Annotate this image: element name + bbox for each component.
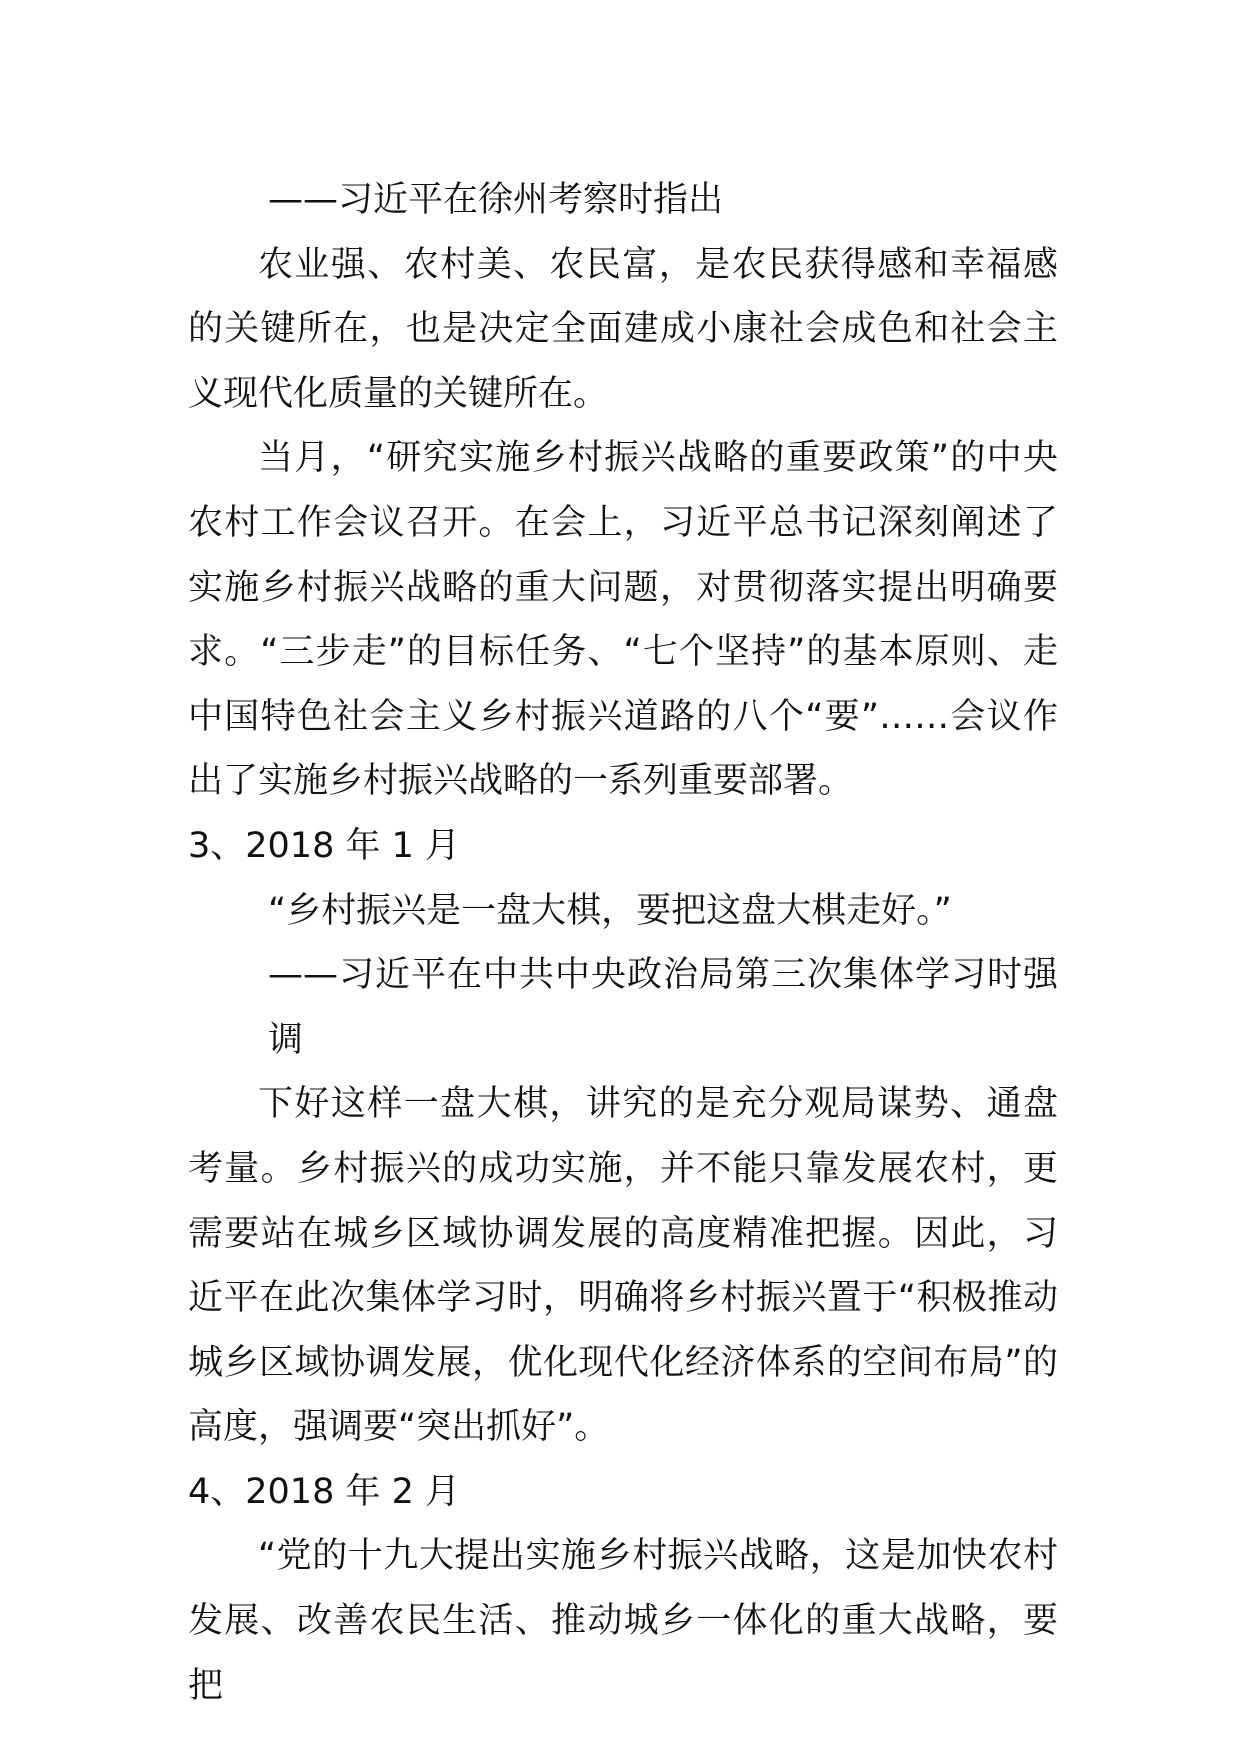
body-paragraph: 农业强、农村美、农民富，是农民获得感和幸福感的关键所在，也是决定全面建成小康社会成色和社会主义现代化质量的关键所在。 [188, 244, 1058, 414]
quote-attribution-politburo: ——习近平在中共中央政治局第三次集体学习时强调 [268, 955, 1058, 1060]
body-paragraph: 当月，“研究实施乡村振兴战略的重要政策”的中央农村工作会议召开。在会上，习近平总书记深刻阐述了实施乡村振兴战略的重大问题，对贯彻落实提出明确要求。“三步走”的目标任务、“七个坚持”的基本原则、走中国特色社会主义乡村振兴道路的八个“要”……会议作出了实施乡村振兴战略的一系列重要部署。 [188, 438, 1059, 802]
section-heading-3: 3、2018 年 1 月 [188, 825, 460, 866]
document-body [188, 168, 1058, 1718]
body-paragraph: “党的十九大提出实施乡村振兴战略，这是加快农村发展、改善农民生活、推动城乡一体化的重大战略，要把 [188, 1536, 1058, 1706]
quote-text: “乡村振兴是一盘大棋，要把这盘大棋走好。” [268, 890, 952, 931]
quote-attribution-xuzhou: ——习近平在徐州考察时指出 [268, 180, 724, 220]
body-paragraph: 下好这样一盘大棋，讲究的是充分观局谋势、通盘考量。乡村振兴的成功实施，并不能只靠发展农村，更需要站在城乡区域协调发展的高度精准把握。因此，习近平在此次集体学习时，明确将乡村振兴置于“积极推动城乡区域协调发展，优化现代化经济体系的空间布局”的高度，强调要“突出抓好”。 [188, 1084, 1058, 1448]
section-heading-4: 4、2018 年 2 月 [188, 1471, 460, 1512]
